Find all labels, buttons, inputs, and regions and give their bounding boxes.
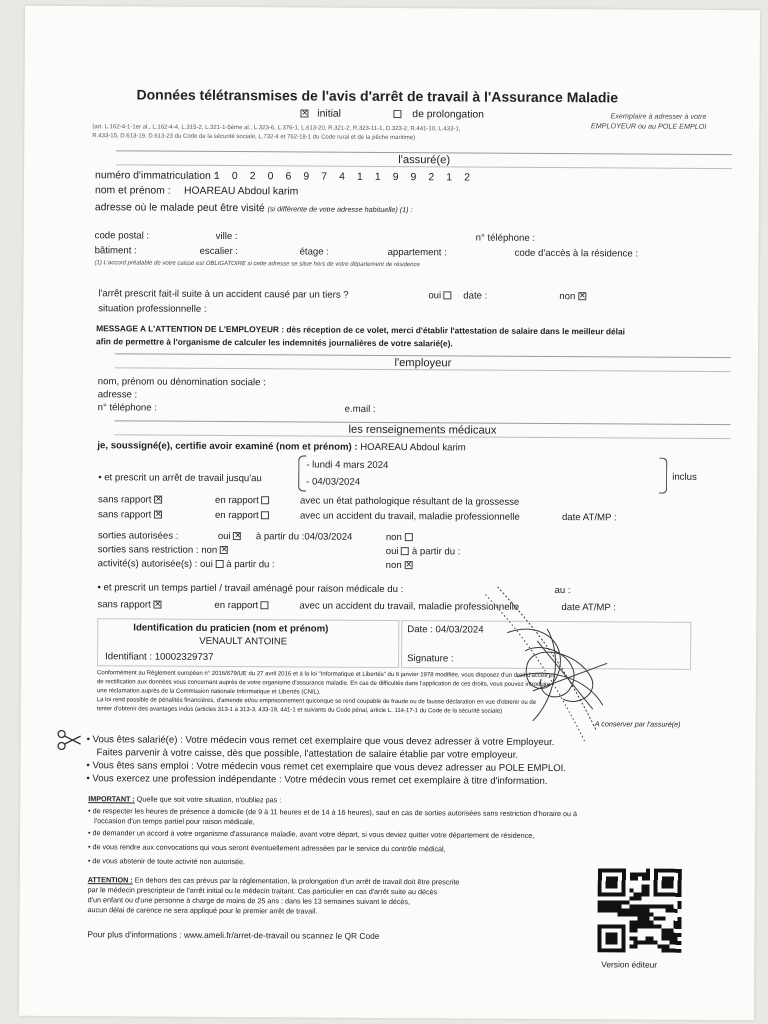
important-bullet-3: • de vous rendre aux convocations qui vous seront éventuellement adressées par le service du contrôle médical, — [87, 842, 446, 854]
postal-code-label: code postal : — [94, 230, 150, 242]
sorties-autorisees-label: sorties autorisées : — [97, 530, 179, 542]
practitioner-name: VENAULT ANTOINE — [199, 635, 288, 648]
legal-reference-line-1: (art. L.162-4-1-1er al., L.162-4-4, L.315-2, L.321-1-5ème al., L.323-6, L.376-1, L.613-20, R.321-2, R.323-11-1, D.323-2, R.441-10, L.433-1, — [92, 124, 461, 133]
employer-name-label: nom, prénom ou dénomination sociale : — [97, 376, 266, 389]
partial-en-rapport-checkbox[interactable] — [261, 602, 269, 610]
sans-restriction-oui-checkbox[interactable] — [401, 548, 409, 556]
sorties-non: non — [386, 532, 413, 543]
practitioner-id-title: Identification du praticien (nom et prénom) — [133, 622, 329, 635]
pregnancy-sans-rapport-checkbox[interactable] — [154, 496, 162, 504]
immatriculation-value: 1 0 2 0 6 9 7 4 1 1 9 9 2 1 2 — [214, 170, 474, 184]
apartment-label: appartement : — [387, 246, 447, 259]
sans-restriction-oui: oui à partir du : — [385, 545, 461, 558]
accident-oui: oui — [428, 290, 452, 301]
accident-en-rapport-checkbox[interactable] — [261, 512, 269, 520]
employer-message-line-2: afin de permettre à l'organisme de calculer les indemnités journalières de votre salarié(e). — [96, 336, 453, 349]
legal-line-2: de rectification aux données vous concernant auprès de votre organisme d'assurance maladie. En cas de difficultés dans l'application de ces droits, vous pouvez introduire — [96, 679, 551, 688]
partial-accident-label: avec un accident du travail, maladie professionnelle — [299, 600, 520, 613]
partial-date-at-mp-label: date AT/MP : — [561, 602, 617, 614]
pregnancy-en-rapport: en rapport — [215, 495, 269, 506]
date-at-mp-label: date AT/MP : — [561, 512, 617, 524]
important-heading: IMPORTANT : Quelle que soit votre situation, n'oubliez pas : — [88, 794, 282, 805]
section-medical-header: les renseignements médicaux — [114, 420, 730, 439]
sorties-start: à partir du :04/03/2024 — [255, 531, 353, 543]
certify-line: je, soussigné(e), certifie avoir examiné (nom et prénom) : HOAREAU Abdoul karim — [97, 440, 466, 454]
attention-line-4: aucun délai de carence ne sera appliqué pour le premier arrêt de travail. — [87, 905, 318, 916]
scissors-icon — [57, 729, 83, 751]
accident-question: l'arrêt prescrit fait-il suite à un accident causé par un tiers ? — [98, 288, 349, 301]
more-info-link[interactable]: Pour plus d'informations : www.ameli.fr/arret-de-travail ou scannez le QR Code — [87, 929, 380, 941]
access-code-label: code d'accès à la résidence : — [514, 247, 639, 260]
immatriculation-label: numéro d'immatriculation : — [95, 170, 217, 182]
important-bullet-1b: l'occasion d'un temps partiel pour raison médicale, — [94, 816, 255, 827]
end-date-line-2: - 04/03/2024 — [306, 476, 361, 488]
copy-recipient-note: Exemplaire à adresser à votre EMPLOYEUR ou au POLE EMPLOI — [590, 111, 707, 131]
partial-time-label: • et prescrit un temps partiel / travail aménagé pour raison médicale du : — [97, 582, 404, 596]
accident-oui-checkbox[interactable] — [444, 292, 452, 300]
floor-label: étage : — [299, 246, 329, 258]
type-initial: ✕ initial — [300, 108, 341, 120]
instruction-sans-emploi: • Vous êtes sans emploi : Votre médecin vous remet cet exemplaire que vous devez adresser au POLE EMPLOI. — [86, 760, 567, 775]
keep-note: A conserver par l'assuré(e) — [594, 719, 681, 729]
sorties-oui: oui ✕ — [218, 531, 242, 542]
attention-line-3: d'un enfant ou d'une personne à charge de moins de 25 ans : dans les 13 semaines suivant le décès, — [87, 895, 411, 907]
instruction-salarie-2: Faites parvenir à votre caisse, dès que possible, l'attestation de salaire établie par votre employeur. — [96, 747, 519, 761]
accident-en-rapport: en rapport — [215, 510, 269, 521]
visit-address-label: adresse où le malade peut être visité (si différente de votre adresse habituelle) (1) : — [94, 202, 413, 215]
partial-en-rapport: en rapport — [214, 600, 268, 611]
document-title: Données télétransmises de l'avis d'arrêt de travail à l'Assurance Maladie — [136, 86, 619, 106]
type-prolongation: de prolongation — [393, 109, 484, 122]
partial-sans-rapport: sans rapport ✕ — [97, 599, 161, 610]
legal-line-1: Conformément au Règlement européen n° 2016/679/UE du 27 avril 2016 et à la loi "Informatique et Libertés" du 6 janvier 1978 modifiée, vous disposez d'un droit d'accès et — [96, 670, 554, 680]
legal-line-3: une réclamation auprès de la Commission nationale Informatique et Libertés (CNIL). — [96, 688, 321, 696]
sorties-sans-restriction: sorties sans restriction : non ✕ — [98, 544, 228, 556]
accident-sans-rapport: sans rapport ✕ — [98, 509, 162, 520]
activites-non: non ✕ — [386, 560, 413, 571]
accident-date-label: date : — [463, 290, 488, 302]
city-label: ville : — [215, 230, 238, 243]
work-accident-label: avec un accident du travail, maladie professionnelle — [299, 510, 520, 523]
employer-email-label: e.mail : — [344, 403, 376, 415]
date-bracket-left — [298, 455, 306, 491]
employer-message-line-1: MESSAGE A L'ATTENTION DE L'EMPLOYEUR : dès réception de ce volet, merci d'établir l'attestation de salaire dans le meilleur délai — [96, 323, 626, 337]
attention-line-2: par le médecin prescripteur de l'arrêt initial ou le médecin traitant. Cas particulier en cas d'arrêt suite au décès — [87, 885, 438, 897]
activites-oui-checkbox[interactable] — [216, 560, 224, 568]
legal-line-5: tenter d'obtenir des avantages indus (articles 313-1 à 313-3, 433-19, 441-1 et suivants du Code pénal, article L. 114-17-1 du Code de la sécurité sociale) — [96, 706, 503, 715]
pregnancy-label: avec un état pathologique résultant de la grossesse — [300, 495, 520, 508]
employer-phone-label: n° téléphone : — [97, 402, 157, 414]
sorties-non-checkbox[interactable] — [405, 534, 413, 542]
sorties-oui-checkbox[interactable] — [233, 533, 241, 541]
section-insured-header: l'assuré(e) — [116, 150, 732, 169]
employer-address-label: adresse : — [97, 389, 138, 401]
building-label: bâtiment : — [94, 245, 137, 257]
partial-sans-rapport-checkbox[interactable] — [153, 601, 161, 609]
activites-non-checkbox[interactable] — [404, 562, 412, 570]
legal-line-4: La loi rend passible de pénalités financières, d'amende et/ou emprisonnement quiconque se rend coupable de fraude ou de fausse déclaration en vue d'obtenir ou de — [96, 697, 537, 706]
legal-reference-line-2: R.433-15, D.613-19, D.613-23 du Code de la sécurité sociale, L.732-4 et 762-18-1 du Code rural et de la pêche maritime) — [92, 133, 416, 142]
professional-situation-label: situation professionnelle : — [98, 303, 207, 315]
section-employer-header: l'employeur — [115, 353, 731, 372]
end-date-line-1: - lundi 4 mars 2024 — [306, 459, 389, 471]
name-label: nom et prénom : — [94, 185, 171, 197]
date-bracket-right — [659, 458, 667, 494]
version-label: Version éditeur — [601, 959, 658, 970]
instruction-salarie-1: • Vous êtes salarié(e) : Votre médecin vous remet cet exemplaire que vous devez adresser à votre Employeur. — [86, 734, 555, 749]
prolongation-checkbox[interactable] — [393, 110, 401, 118]
address-footnote: (1) L'accord préalable de votre caisse est OBLIGATOIRE si cette adresse se situe hors de votre département de résidence — [94, 260, 420, 269]
accident-non: non ✕ — [559, 291, 586, 302]
stairs-label: escalier : — [199, 245, 239, 258]
signature-label: Signature : — [407, 653, 454, 665]
important-bullet-1a: • de respecter les heures de présence à domicile (de 9 à 11 heures et de 14 à 16 heures), sauf en cas de sorties autorisées sans restriction d'horaire ou à — [88, 806, 577, 819]
doctor-stamp-signature — [467, 580, 616, 751]
partial-time-au-label: au : — [554, 585, 571, 597]
practitioner-identifier: Identifiant : 10002329737 — [105, 651, 214, 663]
initial-checkbox[interactable] — [300, 110, 308, 118]
phone-label: n° téléphone : — [475, 232, 536, 244]
important-bullet-2: • de demander un accord à votre organisme d'assurance maladie, avant votre départ, si vous deviez quitter votre département de résidence, — [88, 828, 535, 840]
practitioner-date: Date : 04/03/2024 — [407, 624, 484, 636]
name-value: HOAREAU Abdoul karim — [183, 185, 299, 198]
important-bullet-4: • de vous abstenir de toute activité non autorisée. — [87, 856, 246, 867]
attention-line-1: ATTENTION : En dehors des cas prévus par la réglementation, la prolongation d'un arrêt de travail doit être prescrite — [87, 875, 460, 887]
qr-code-icon[interactable] — [597, 868, 682, 953]
activites-autorisees: activité(s) autorisée(s) : oui à partir du : — [97, 558, 275, 571]
accident-non-checkbox[interactable] — [578, 293, 586, 301]
document-page — [19, 6, 760, 1020]
pregnancy-en-rapport-checkbox[interactable] — [261, 497, 269, 505]
sorties-sans-restriction-non-checkbox[interactable] — [220, 546, 228, 554]
inclus-label: inclus — [672, 471, 697, 483]
prescribe-until-label: • et prescrit un arrêt de travail jusqu'au — [98, 472, 262, 485]
accident-sans-rapport-checkbox[interactable] — [154, 511, 162, 519]
pregnancy-sans-rapport: sans rapport ✕ — [98, 494, 162, 505]
instruction-independant: • Vous exercez une profession indépendante : Votre médecin vous remet cet exemplaire à titre d'information. — [86, 773, 548, 787]
